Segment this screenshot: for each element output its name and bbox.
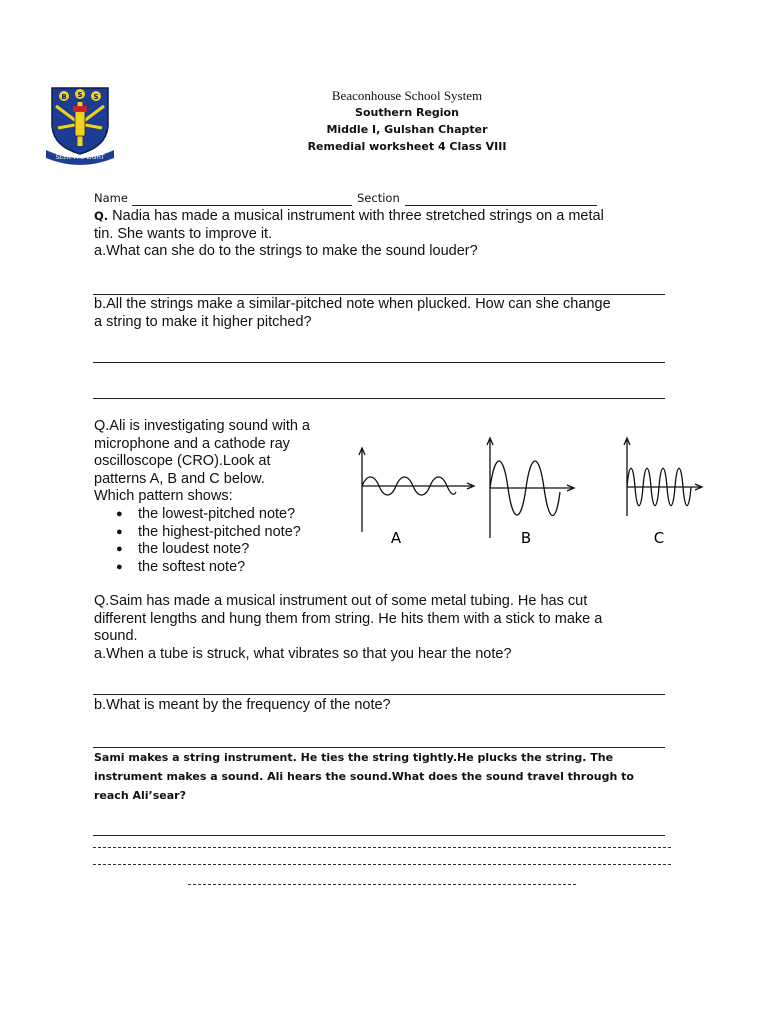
school-name: Beaconhouse School System bbox=[331, 88, 483, 103]
q4-line-2: instrument makes a sound. Ali hears the sound.What does the sound travel through to bbox=[94, 770, 634, 783]
section-blank[interactable] bbox=[405, 205, 597, 206]
answer-line-q4-4[interactable] bbox=[188, 884, 576, 885]
logo-letter-2: S bbox=[77, 91, 83, 99]
branch: Middle I, Gulshan Chapter bbox=[326, 123, 488, 136]
school-logo bbox=[44, 84, 116, 166]
logo-motto: SEEK THE LIGHT bbox=[55, 154, 105, 161]
answer-line-q3a[interactable] bbox=[93, 694, 665, 695]
q1-stem-line-1: Nadia has made a musical instrument with three stretched strings on a metal bbox=[108, 208, 604, 224]
q2-bullet-list bbox=[114, 506, 301, 576]
section-label: Section bbox=[357, 191, 400, 205]
answer-line-q4-1[interactable] bbox=[93, 835, 665, 836]
q3-part-b: b.What is meant by the frequency of the note? bbox=[94, 697, 391, 713]
q2-stem-line-3: oscilloscope (CRO).Look at bbox=[94, 453, 271, 469]
q1-part-b bbox=[94, 296, 611, 331]
q4-text bbox=[94, 748, 634, 805]
q4-line-3: reach Ali’sear? bbox=[94, 789, 186, 802]
q2-bullet-4: ● the softest note? bbox=[114, 559, 301, 577]
q1-part-b-line-2: a string to make it higher pitched? bbox=[94, 313, 312, 330]
answer-line-q4-3[interactable] bbox=[93, 864, 671, 865]
wave-label-a: A bbox=[390, 529, 402, 547]
q1-stem bbox=[94, 208, 604, 261]
wave-label-b: B bbox=[520, 529, 532, 547]
answer-line-q1b-1[interactable] bbox=[93, 362, 665, 363]
q2-stem-line-4: patterns A, B and C below. bbox=[94, 470, 265, 487]
q3-part-a: a.When a tube is struck, what vibrates so that you hear the note? bbox=[94, 645, 512, 662]
q1-part-b-line-1: b.All the strings make a similar-pitched note when plucked. How can she change bbox=[94, 296, 611, 312]
q3-stem bbox=[94, 593, 602, 663]
q2-stem-line-1: Q.Ali is investigating sound with a bbox=[94, 418, 310, 434]
q3-stem-line-1: Q.Saim has made a musical instrument out of some metal tubing. He has cut bbox=[94, 593, 588, 609]
region: Southern Region bbox=[355, 106, 459, 119]
q4-line-1: Sami makes a string instrument. He ties the string tightly.He plucks the string. The bbox=[94, 751, 614, 764]
q1-stem-line-2: tin. She wants to improve it. bbox=[94, 225, 273, 242]
q2-stem bbox=[94, 418, 310, 506]
name-label: Name bbox=[94, 191, 128, 205]
answer-line-q1a[interactable] bbox=[93, 294, 665, 295]
q3-stem-line-3: sound. bbox=[94, 628, 138, 644]
q3-stem-line-2: different lengths and hung them from string. He hits them with a stick to make a bbox=[94, 610, 603, 627]
q2-bullet-3: ● the loudest note? bbox=[114, 541, 301, 559]
q1-part-a: a.What can she do to the strings to make the sound louder? bbox=[94, 243, 478, 259]
q2-bullet-1: ● the lowest-pitched note? bbox=[114, 506, 301, 524]
worksheet-title: Remedial worksheet 4 Class VIII bbox=[307, 140, 507, 153]
answer-line-q1b-2[interactable] bbox=[93, 398, 665, 399]
q1-prefix: Q. bbox=[94, 209, 109, 223]
q2-bullet-2: ● the highest-pitched note? bbox=[114, 524, 301, 542]
name-blank[interactable] bbox=[132, 205, 352, 206]
q2-stem-line-5: Which pattern shows: bbox=[94, 488, 233, 504]
logo-letter-1: B bbox=[61, 93, 67, 101]
oscilloscope-patterns bbox=[350, 432, 710, 554]
logo-letter-3: S bbox=[93, 93, 99, 101]
q2-stem-line-2: microphone and a cathode ray bbox=[94, 435, 290, 452]
answer-line-q4-2[interactable] bbox=[93, 847, 671, 848]
wave-label-c: C bbox=[653, 529, 665, 547]
